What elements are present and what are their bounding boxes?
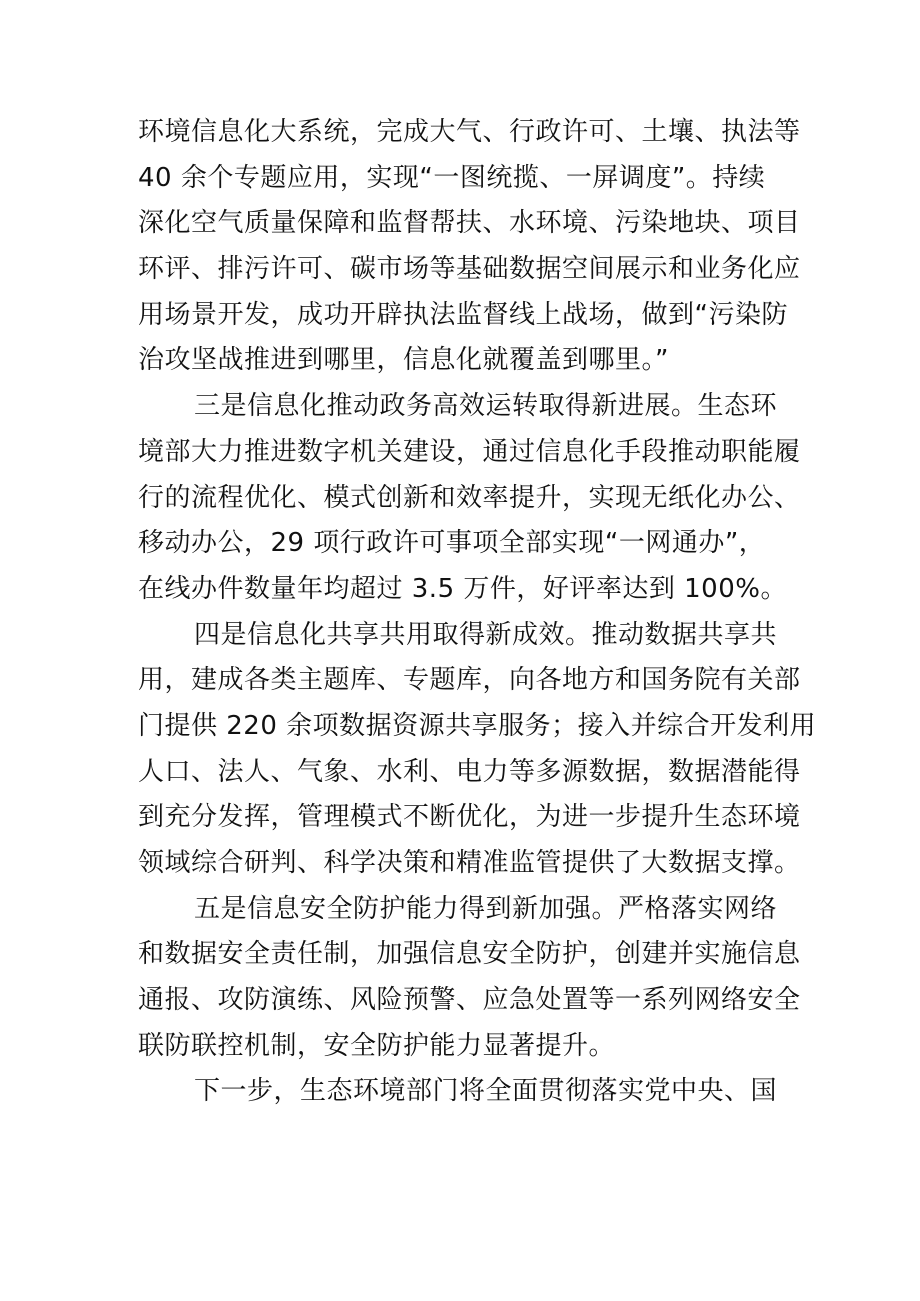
text-line: 移动办公，29 项行政许可事项全部实现“一网通办”， [138, 528, 766, 559]
text-line: 通报、攻防演练、风险预警、应急处置等一系列网络安全 [138, 985, 801, 1016]
text-line: 环境信息化大系统，完成大气、行政许可、土壤、执法等 [138, 117, 801, 147]
paragraph-start-line: 三是信息化推动政务高效运转取得新进展。生态环 [194, 391, 778, 422]
paragraph-start-line: 四是信息化共享共用取得新成效。推动数据共享共 [194, 619, 778, 650]
text-line: 领域综合研判、科学决策和精准监管提供了大数据支撑。 [138, 848, 801, 878]
paragraph-start-line: 下一步，生态环境部门将全面贯彻落实党中央、国 [194, 1076, 778, 1107]
text-line: 治攻坚战推进到哪里，信息化就覆盖到哪里。” [138, 345, 669, 376]
text-line: 门提供 220 余项数据资源共享服务；接入并综合开发利用 [138, 710, 817, 741]
text-line: 用场景开发，成功开辟执法监督线上战场，做到“污染防 [138, 299, 788, 330]
text-line: 境部大力推进数字机关建设，通过信息化手段推动职能履 [138, 436, 801, 467]
text-line: 在线办件数量年均超过 3.5 万件，好评率达到 100%。 [138, 573, 787, 604]
text-line: 用，建成各类主题库、专题库，向各地方和国务院有关部 [138, 665, 801, 696]
text-line: 环评、排污许可、碳市场等基础数据空间展示和业务化应 [138, 254, 801, 285]
body-text [138, 110, 817, 1115]
text-line: 人口、法人、气象、水利、电力等多源数据，数据潜能得 [138, 756, 801, 787]
text-line: 联防联控机制，安全防护能力显著提升。 [138, 1030, 616, 1061]
text-line: 40 余个专题应用，实现“一图统揽、一屏调度”。持续 [138, 162, 766, 193]
text-line: 深化空气质量保障和监督帮扶、水环境、污染地块、项目 [138, 208, 801, 239]
text-line: 行的流程优化、模式创新和效率提升，实现无纸化办公、 [138, 482, 801, 513]
text-line: 到充分发挥，管理模式不断优化，为进一步提升生态环境 [138, 802, 801, 833]
paragraph-start-line: 五是信息安全防护能力得到新加强。严格落实网络 [194, 893, 778, 924]
text-line: 和数据安全责任制，加强信息安全防护，创建并实施信息 [138, 939, 801, 970]
